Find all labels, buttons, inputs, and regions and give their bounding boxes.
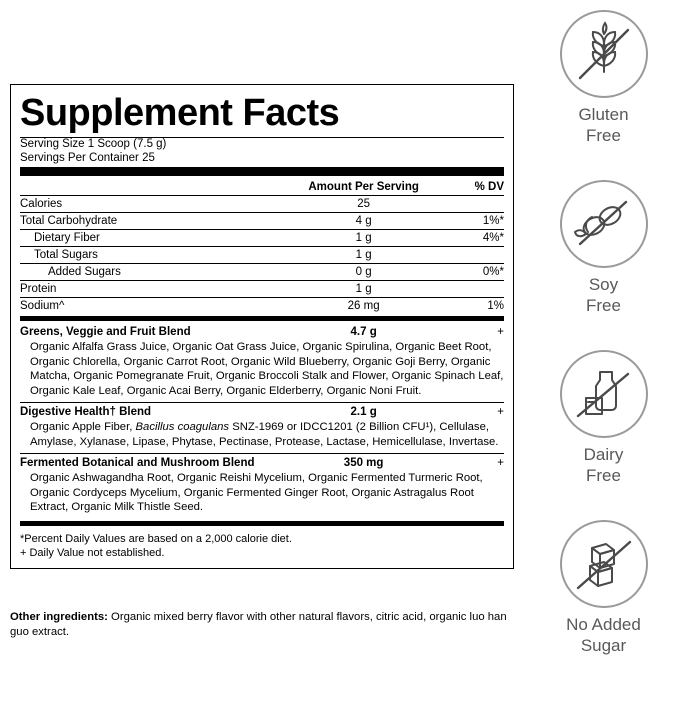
row-label: Total Sugars [20, 247, 291, 264]
badge-label-line2: Free [586, 466, 621, 485]
blend-name: Digestive Health† Blend [20, 406, 152, 418]
row-label: Dietary Fiber [20, 230, 291, 247]
row-amount: 1 g [291, 247, 436, 264]
footnotes [20, 528, 504, 560]
table-row [20, 196, 504, 213]
row-amount: 1 g [291, 230, 436, 247]
table-row [20, 298, 504, 315]
row-dv: 1%* [436, 213, 504, 230]
row-dv [436, 196, 504, 213]
footnote-divider [20, 521, 504, 526]
blend-amount: 4.7 g [350, 326, 377, 338]
row-dv: 1% [487, 300, 504, 312]
blend-name: Greens, Veggie and Fruit Blend [20, 326, 191, 338]
other-ingredients-label: Other ingredients: [10, 611, 108, 623]
wheat-icon [560, 10, 648, 98]
blend-ingredients: Organic Ashwagandha Root, Organic Reishi Mycelium, Organic Fermented Turmeric Root, Organic Cordyceps Mycelium, Organic Fermented Ginger Root, Organic Astragalus Root Extract, Organic Milk Thistle Seed. [30, 472, 483, 513]
servings-per-container: Servings Per Container 25 [20, 151, 155, 164]
blend-ingredients: Organic Alfalfa Grass Juice, Organic Oat Grass Juice, Organic Spirulina, Organic Beet Root, Organic Chlorella, Organic Carrot Root, Organic Wild Blueberry, Organic Goji Berry, Organic Matcha, Organic Pomegranate Fruit, Organic Broccoli Stalk and Flower, Organic Spinach Leaf, Organic Kale Leaf, Organic Acai Berry, Organic Elderberry, Organic Noni Fruit. [30, 341, 504, 397]
blend-header [20, 323, 504, 340]
row-label: Sodium^ [20, 300, 65, 312]
table-row [20, 264, 504, 281]
badge-dairy-free [528, 350, 679, 486]
badge-label-line2: Free [586, 296, 621, 315]
header-amount-per-serving: Amount Per Serving [291, 179, 436, 196]
badge-gluten-free [528, 10, 679, 146]
row-amount: 0 g [291, 264, 436, 281]
badge-soy-free [528, 180, 679, 316]
row-label: Added Sugars [20, 264, 291, 281]
blend-ingredients-italic: Bacillus coagulans [135, 421, 230, 433]
blend-dv: + [497, 457, 504, 469]
row-label: Calories [20, 196, 291, 213]
badge-label-line1: Gluten [578, 105, 629, 124]
blend-header [20, 403, 504, 420]
footnote-dv-not-established: + Daily Value not established. [20, 546, 165, 559]
header-percent-dv: % DV [436, 179, 504, 196]
row-dv [436, 281, 504, 298]
badge-label [528, 444, 679, 486]
blend-ingredients-pre: Organic Apple Fiber, [30, 421, 136, 433]
table-row [20, 247, 504, 264]
row-label: Protein [20, 281, 291, 298]
badge-label [528, 274, 679, 316]
table-row [20, 213, 504, 230]
badge-label [528, 614, 679, 656]
badge-label-line1: No Added [566, 615, 641, 634]
footnote-daily-values: *Percent Daily Values are based on a 2,000 calorie diet. [20, 532, 292, 545]
header-blank [20, 179, 291, 196]
nutrition-table [20, 179, 504, 314]
certification-badges [528, 0, 679, 725]
badge-label-line1: Soy [588, 275, 619, 294]
blend-dv: + [497, 406, 504, 418]
row-dv: 0%* [436, 264, 504, 281]
row-dv: 4%* [436, 230, 504, 247]
row-amount: 26 mg [347, 300, 380, 312]
blend-ingredients-post: SNZ-1969 or IDCC1201 (2 Billion CFU¹), Cellulase, Amylase, Xylanase, Lipase, Phytase, Pectinase, Protease, Lactase, Hemicellulase, Invertase. [30, 421, 499, 448]
row-amount: 4 g [291, 213, 436, 230]
badge-no-added-sugar [528, 520, 679, 656]
badge-label [528, 104, 679, 146]
header-heavy-rule [20, 167, 504, 176]
badge-label-line1: Dairy [583, 445, 624, 464]
blend-ingredients [20, 420, 504, 453]
blends-divider [20, 316, 504, 321]
table-row [20, 230, 504, 247]
other-ingredients-text: Organic mixed berry flavor with other natural flavors, citric acid, organic luo han guo extract. [10, 611, 507, 638]
page-title: Supplement Facts [20, 92, 340, 134]
table-header-row [20, 179, 504, 196]
blend-name: Fermented Botanical and Mushroom Blend [20, 457, 255, 469]
soybean-icon [560, 180, 648, 268]
row-dv [436, 247, 504, 264]
badge-label-line2: Free [586, 126, 621, 145]
sugar-cubes-icon [560, 520, 648, 608]
row-amount: 25 [291, 196, 436, 213]
other-ingredients [10, 610, 510, 640]
blend-dv: + [497, 326, 504, 338]
table-row [20, 281, 504, 298]
row-amount: 1 g [291, 281, 436, 298]
blend-amount: 2.1 g [350, 406, 377, 418]
blend-header [20, 454, 504, 471]
serving-size: Serving Size 1 Scoop (7.5 g) [20, 138, 167, 150]
blend-amount: 350 mg [343, 457, 384, 469]
badge-label-line2: Sugar [580, 636, 627, 655]
row-label: Total Carbohydrate [20, 213, 291, 230]
supplement-facts-panel [10, 84, 514, 569]
milk-bottle-icon [560, 350, 648, 438]
